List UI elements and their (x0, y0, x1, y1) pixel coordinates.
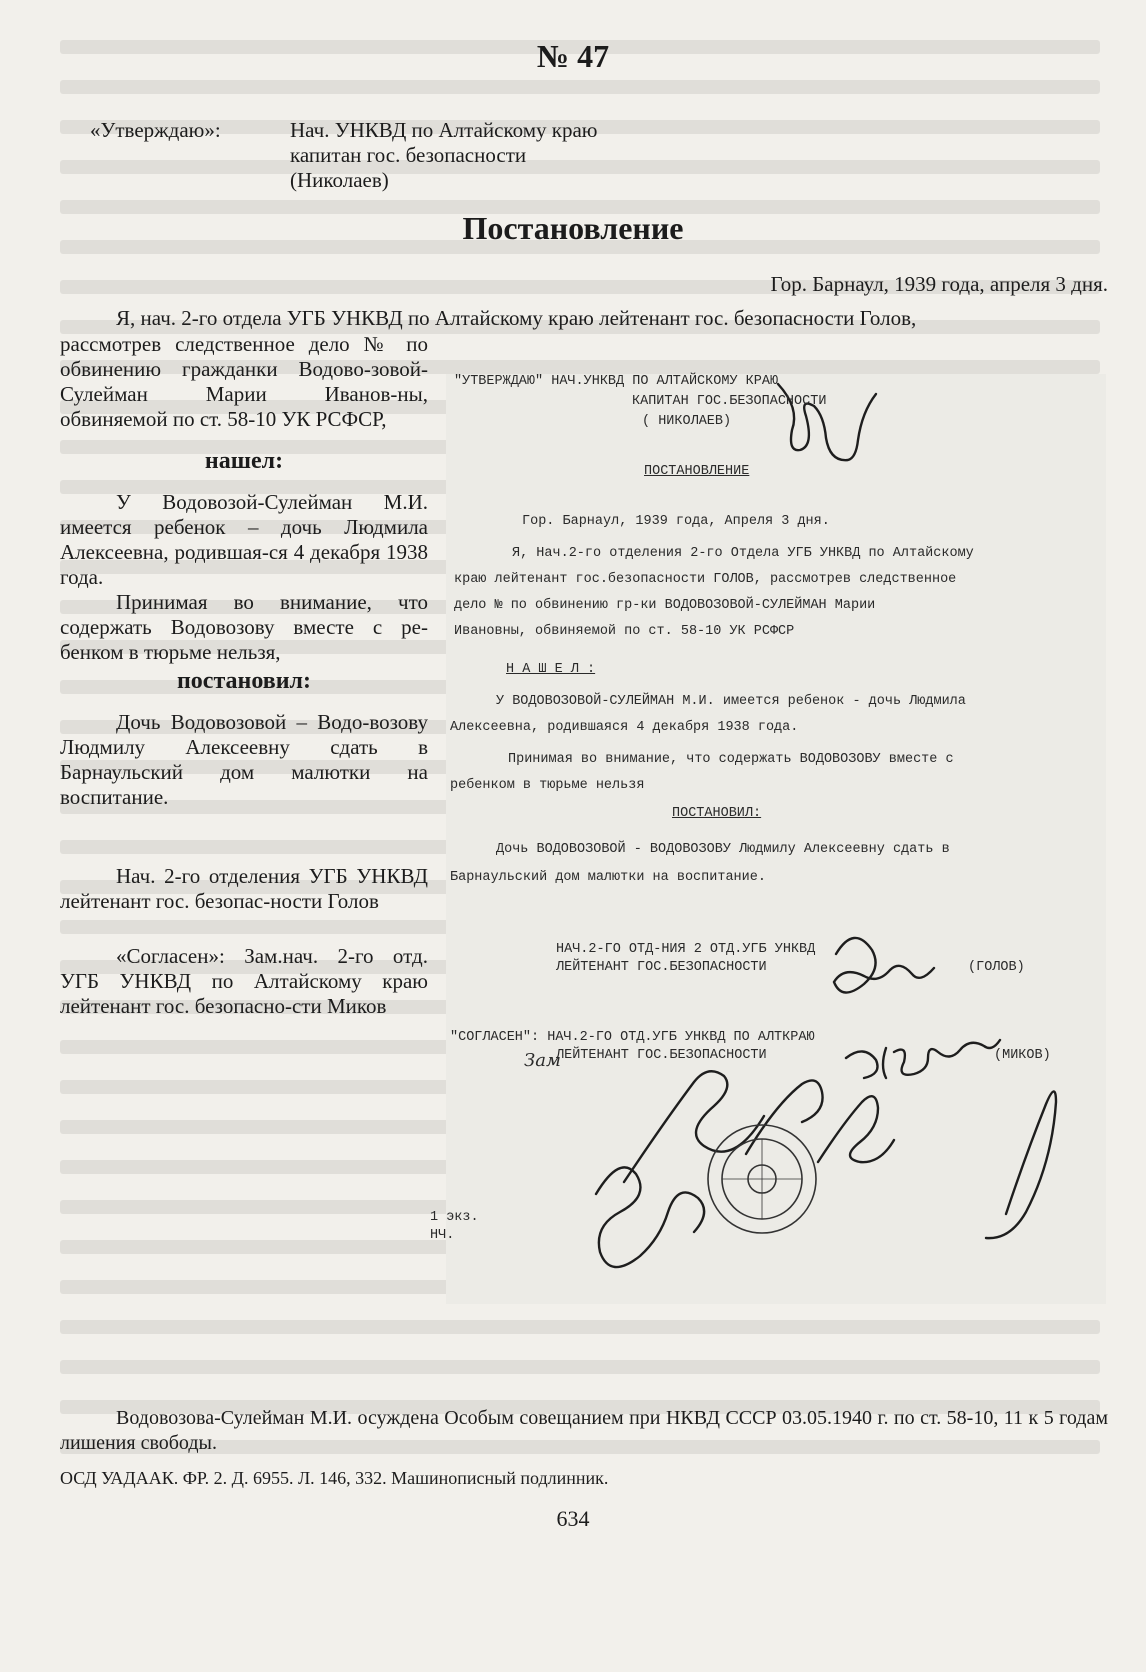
golov-signature (834, 938, 934, 993)
scan-approval-line: "УТВЕРЖДАЮ" НАЧ.УНКВД ПО АЛТАЙСКОМУ КРАЮ (454, 374, 779, 389)
archive-source: ОСД УАДААК. ФР. 2. Д. 6955. Л. 146, 332. Машинописный подлинник. (60, 1468, 609, 1488)
mikov-signature (846, 1040, 1000, 1078)
scan-decided-heading: ПОСТАНОВИЛ: (672, 806, 762, 821)
scan-text-line: Дочь ВОДОВОЗОВОЙ - ВОДОВОЗОВУ Людмилу Алексеевну сдать в (496, 842, 950, 857)
intro-text: рассмотрев следственное дело № по обвинению гражданки Водово-зовой-Сулейман Марии Иванов-ны, обвиняемой по ст. 58-10 УК РСФСР, (60, 332, 428, 431)
archival-scan-image (430, 374, 1106, 1304)
document-title: Постановление (462, 210, 684, 246)
scan-signature-line: НАЧ.2-ГО ОТД-НИЯ 2 ОТД.УГБ УНКВД (556, 942, 816, 957)
scan-text-line: дело № по обвинению гр-ки ВОДОВОЗОВОЙ-СУЛЕЙМАН Марии (454, 598, 876, 613)
document-number: № 47 (536, 38, 610, 74)
considering-text: Принимая во внимание, что содержать Водовозову вместе с ре-бенком в тюрьме нельзя, (60, 590, 428, 664)
scan-title: ПОСТАНОВЛЕНИЕ (644, 464, 750, 479)
scan-text-line: Барнаульский дом малютки на воспитание. (450, 870, 766, 885)
page-number: 634 (556, 1506, 590, 1531)
approval-label: «Утверждаю»: (90, 118, 221, 142)
footnote: Водовозова-Сулейман М.И. осуждена Особым совещанием при НКВД СССР 03.05.1940 г. по ст. 58-10, 11 к 5 годам лишения свободы. (60, 1407, 1108, 1454)
scan-text-line: ребенком в тюрьме нельзя (450, 778, 645, 793)
scan-agreed-name: (МИКОВ) (994, 1048, 1051, 1063)
scan-initials: НЧ. (430, 1228, 455, 1243)
approval-line-1: Нач. УНКВД по Алтайскому краю (290, 118, 598, 142)
found-text: У Водовозой-Сулейман М.И. имеется ребенок – дочь Людмила Алексеевна, родившая-ся 4 декабря 1938 года. (60, 490, 428, 589)
considering-paragraph (60, 590, 428, 665)
scan-copy-count: 1 экз. (430, 1210, 479, 1225)
found-paragraph (60, 490, 428, 590)
scan-found-heading: Н А Ш Е Л : (506, 662, 596, 677)
decided-heading: постановил: (176, 668, 312, 694)
approval-line-3: (Николаев) (290, 168, 389, 192)
scan-signature-name: (ГОЛОВ) (968, 960, 1025, 975)
scan-approval-line: КАПИТАН ГОС.БЕЗОПАСНОСТИ (632, 394, 827, 409)
scan-text-line: краю лейтенант гос.безопасности ГОЛОВ, рассмотрев следственное (454, 572, 957, 587)
official-round-seal (708, 1125, 816, 1233)
scan-text-line: У ВОДОВОЗОВОЙ-СУЛЕЙМАН М.И. имеется ребенок - дочь Людмила (496, 694, 966, 709)
approval-block (90, 118, 710, 193)
scan-handwritten-zam: Зам (524, 1050, 561, 1071)
decision-paragraph (60, 710, 428, 810)
scan-text-line: Принимая во внимание, что содержать ВОДОВОЗОВУ вместе с (508, 752, 954, 767)
intro-first-line: Я, нач. 2-го отдела УГБ УНКВД по Алтайскому краю лейтенант гос. безопасности Голов, (116, 306, 917, 330)
found-heading: нашел: (204, 448, 284, 474)
closing-flourish (986, 1091, 1056, 1238)
scan-agreed-line: "СОГЛАСЕН": НАЧ.2-ГО ОТД.УГБ УНКВД ПО АЛТКРАЮ (450, 1030, 815, 1045)
decision-text: Дочь Водовозовой – Водо-возову Людмилу Алексеевну сдать в Барнаульский дом малютки на воспитание. (60, 710, 428, 809)
scan-approval-line: ( НИКОЛАЕВ) (642, 414, 732, 429)
scan-place-date: Гор. Барнаул, 1939 года, Апреля 3 дня. (522, 514, 830, 529)
intro-paragraph (60, 332, 428, 432)
place-date: Гор. Барнаул, 1939 года, апреля 3 дня. (770, 272, 1108, 296)
scan-text-line: Алексеевна, родившаяся 4 декабря 1938 года. (450, 720, 799, 735)
agreed-text: «Согласен»: Зам.нач. 2-го отд. УГБ УНКВД по Алтайскому краю лейтенант гос. безопасно-сти Миков (60, 944, 428, 1018)
agreed-paragraph (60, 944, 428, 1019)
scan-signature-line: ЛЕЙТЕНАНТ ГОС.БЕЗОПАСНОСТИ (556, 960, 767, 975)
scan-text-line: Ивановны, обвиняемой по ст. 58-10 УК РСФСР (454, 624, 795, 639)
approval-line-2: капитан гос. безопасности (290, 143, 527, 167)
signature-paragraph (60, 864, 428, 914)
scan-agreed-line: ЛЕЙТЕНАНТ ГОС.БЕЗОПАСНОСТИ (556, 1048, 767, 1063)
resolution-handwriting-2 (746, 1080, 894, 1162)
resolution-handwriting (596, 1071, 764, 1267)
signature-text: Нач. 2-го отделения УГБ УНКВД лейтенант гос. безопас-ности Голов (60, 864, 428, 913)
scan-text-line: Я, Нач.2-го отделения 2-го Отдела УГБ УНКВД по Алтайскому (512, 546, 974, 561)
